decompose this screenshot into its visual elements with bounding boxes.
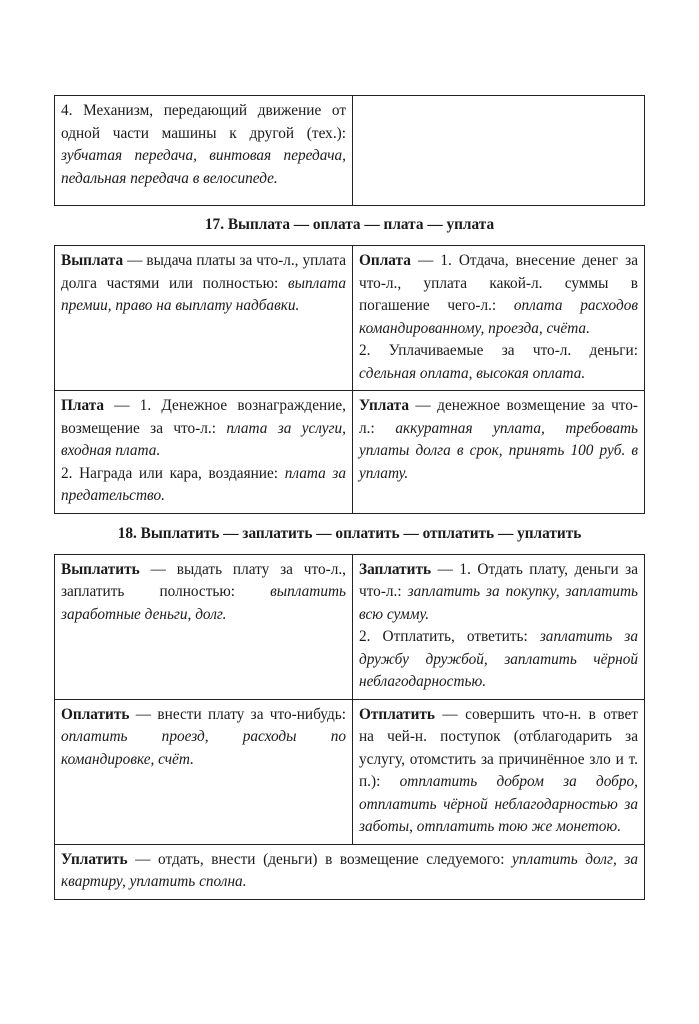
definition-text: — совершить что-н. в ответ на чей-н. поступок (отблагодарить за услугу, отомстить за причинённое зло и т. п.): (359, 705, 638, 790)
table-row (55, 844, 645, 899)
examples-text: плата за предательство. (61, 464, 346, 504)
examples-text: оплата расходов командированному, проезда, счёта. (359, 297, 638, 337)
table-continuation (54, 95, 645, 206)
examples-text: аккуратная уплата, требовать уплаты долга в срок, принять 100 руб. в уплату. (359, 419, 638, 482)
definition-text: — денежное возмещение за что-л.: (359, 397, 638, 437)
cell-uplata (353, 391, 645, 514)
term: Выплата (61, 252, 124, 269)
definition-text: — выдать плату за что-л., заплатить полностью: (61, 560, 346, 600)
examples-text: уплатить долг, за квартиру, уплатить сполна. (61, 850, 638, 890)
table-row (55, 391, 645, 514)
sense-2 (61, 463, 346, 508)
cell-mechanism (55, 96, 353, 206)
examples-text: сдельная оплата, высокая оплата. (359, 364, 586, 382)
definition-text: — внести плату за что-нибудь: (129, 705, 346, 723)
examples-text: плата за услуги, входная плата. (61, 419, 346, 459)
sense-2 (359, 340, 638, 385)
table-section-17 (54, 245, 645, 514)
term: Заплатить (359, 560, 432, 578)
item-number: 4. (61, 102, 73, 119)
term: Плата (61, 397, 105, 414)
definition-text: — отдать, внести (деньги) в возмещение следуемого: (127, 850, 513, 868)
table-row (55, 246, 645, 391)
examples-text: заплатить за дружбу дружбой, заплатить чёрной неблагодарностью. (359, 628, 638, 690)
cell-uplatit (55, 844, 645, 899)
page (54, 95, 645, 900)
definition-text: — 1. Денежное вознаграждение, возмещение за что-л.: (61, 397, 346, 437)
section-17-heading: 17. Выплата — оплата — плата — уплата (204, 216, 495, 233)
table-row (55, 96, 645, 206)
examples-text: заплатить за покупку, заплатить всю сумму. (359, 583, 638, 623)
term: Отплатить (359, 705, 435, 723)
section-18-heading: 18. Выплатить — заплатить — оплатить — отплатить — уплатить (117, 524, 582, 542)
definition-text: Механизм, передающий движение от одной части машины к другой (тех.): (61, 102, 347, 142)
term: Уплата (359, 397, 409, 414)
examples-text: зубчатая передача, винтовая передача, педальная передача в велосипеде. (61, 147, 346, 187)
definition-text: — 1. Отдача, внесение денег за что-л., уплата какой-л. суммы в погашение чего-л.: (359, 252, 638, 314)
term: Оплатить (61, 705, 130, 723)
definition-text: 2. Уплачиваемые за что-л. деньги: (359, 342, 638, 359)
examples-text: выплата премии, право на выплату надбавки. (61, 274, 346, 314)
sense-2 (359, 626, 638, 694)
cell-vyplata (55, 246, 353, 391)
definition-text: — 1. Отдать плату, деньги за что-л.: (359, 560, 638, 600)
cell-vyplatit (55, 554, 353, 699)
term: Уплатить (61, 850, 128, 868)
definition-text: 2. Награда или кара, воздаяние: (61, 464, 285, 482)
cell-oplata (353, 246, 645, 391)
definition-text: — выдача платы за что-л., уплата долга частями или полностью: (61, 252, 346, 292)
cell-plata (55, 391, 353, 514)
cell-otplatit (353, 699, 645, 844)
term: Выплатить (61, 560, 140, 578)
table-section-18 (54, 554, 645, 900)
examples-text: выплатить заработные деньги, долг. (61, 583, 346, 623)
cell-zaplatit (353, 554, 645, 699)
table-row (55, 699, 645, 844)
cell-empty (353, 96, 645, 206)
examples-text: оплатить проезд, расходы по командировке, счёт. (61, 728, 346, 768)
cell-oplatit (55, 699, 353, 844)
term: Оплата (359, 252, 411, 269)
definition-text: 2. Отплатить, ответить: (359, 628, 540, 645)
table-row (55, 554, 645, 699)
examples-text: отплатить добром за добро, отплатить чёрной неблагодарностью за заботы, отплатить тою же монетою. (359, 773, 638, 835)
